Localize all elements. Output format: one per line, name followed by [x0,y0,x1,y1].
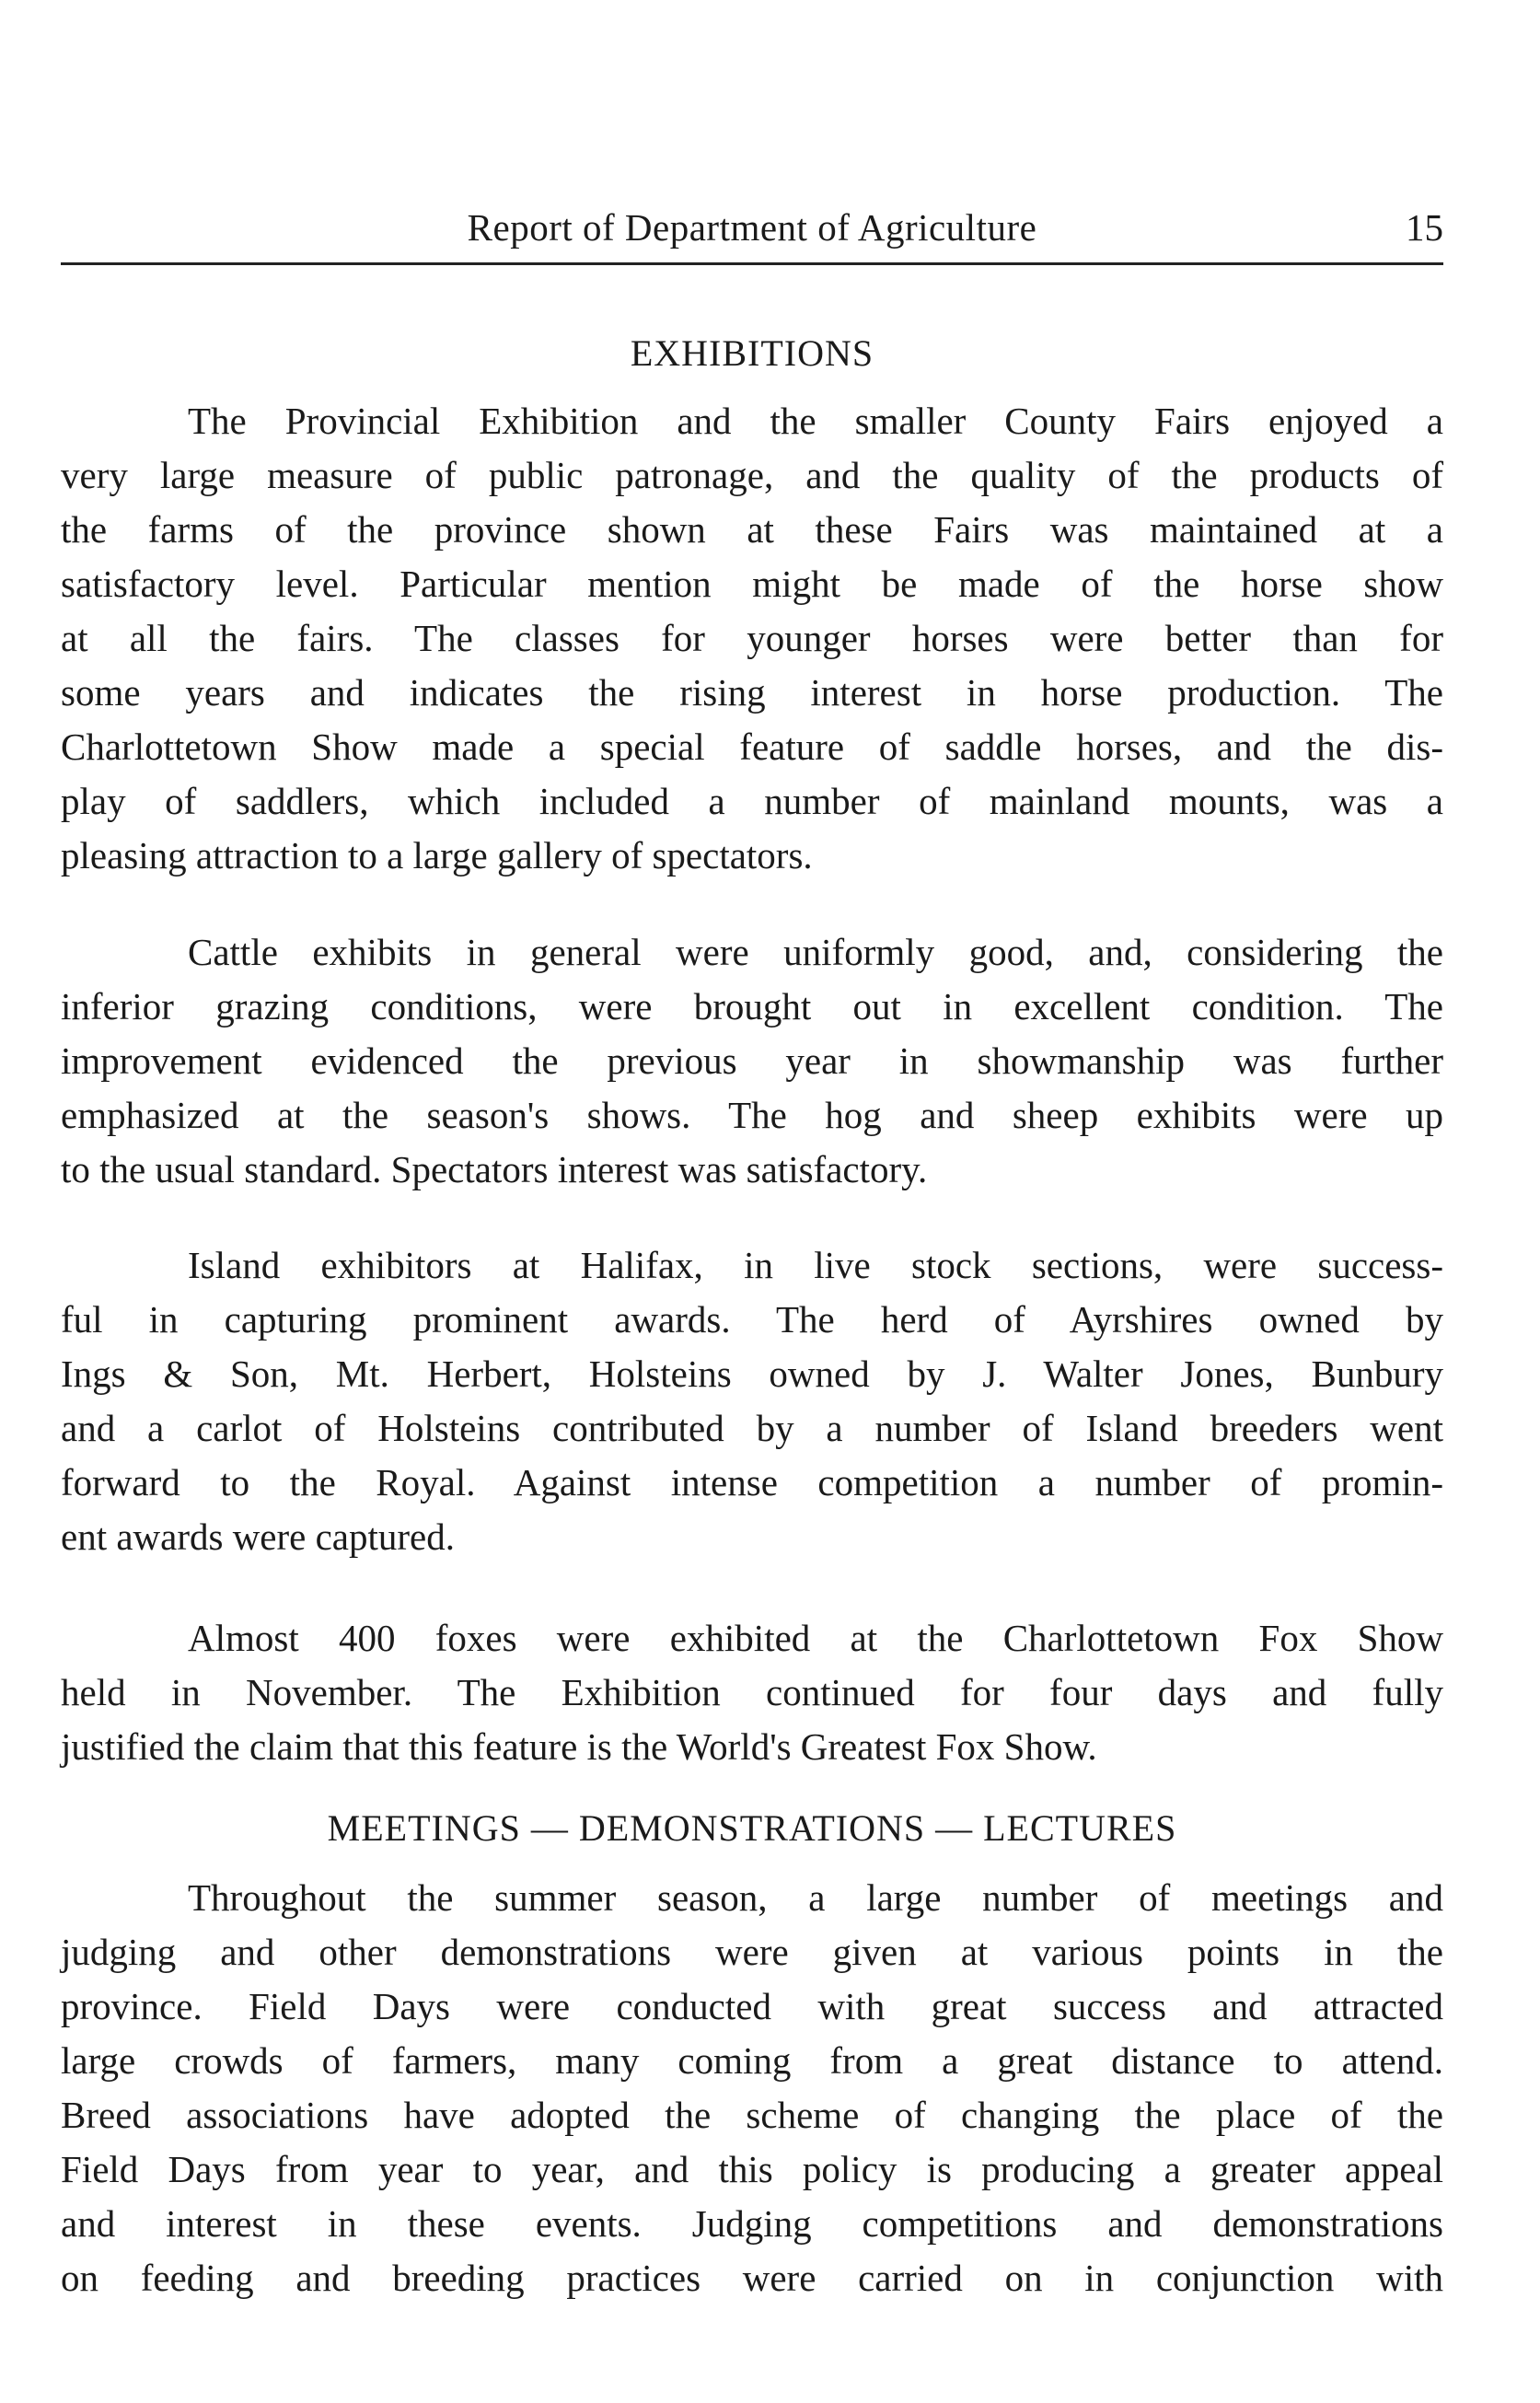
text-line: Ings & Son, Mt. Herbert, Holsteins owned by J. Walter Jones, Bunbury [61,1352,1443,1395]
paragraph-cattle-exhibits [61,925,1443,1197]
text-line: province. Field Days were conducted with great success and attracted [61,1985,1443,2027]
text-line: improvement evidenced the previous year in showmanship was further [61,1039,1443,1082]
running-title: Report of Department of Agriculture [467,206,1037,249]
text-line: large crowds of farmers, many coming from a great distance to attend. [61,2039,1443,2082]
text-line: play of saddlers, which included a number of mainland mounts, was a [61,780,1443,822]
text-line: Charlottetown Show made a special feature of saddle horses, and the dis- [61,726,1443,768]
text-line: Breed associations have adopted the scheme of changing the place of the [61,2094,1443,2136]
page-number: 15 [1406,206,1443,249]
text-line: and a carlot of Holsteins contributed by a number of Island breeders went [61,1407,1443,1449]
text-line: Almost 400 foxes were exhibited at the Charlottetown Fox Show [188,1617,1443,1659]
paragraph-meetings [61,1871,1443,2305]
text-line: to the usual standard. Spectators interest was satisfactory. [61,1148,928,1190]
section-heading-exhibitions: EXHIBITIONS [630,332,874,374]
text-line: ent awards were captured. [61,1515,455,1558]
text-line: Throughout the summer season, a large number of meetings and [188,1876,1443,1919]
text-line: Island exhibitors at Halifax, in live stock sections, were success- [188,1244,1443,1286]
text-line: judging and other demonstrations were given at various points in the [61,1931,1443,1973]
section-heading-meetings: MEETINGS — DEMONSTRATIONS — LECTURES [327,1807,1177,1849]
text-line: justified the claim that this feature is the World's Greatest Fox Show. [61,1725,1097,1768]
text-line: emphasized at the season's shows. The hog and sheep exhibits were up [61,1094,1443,1136]
paragraph-fox-show [61,1611,1443,1774]
text-line: and interest in these events. Judging competitions and demonstrations [61,2202,1443,2245]
text-line: satisfactory level. Particular mention might be made of the horse show [61,563,1443,605]
text-line: pleasing attraction to a large gallery of spectators. [61,834,813,876]
paragraph-exhibitions-intro [61,394,1443,883]
text-line: the farms of the province shown at these Fairs was maintained at a [61,508,1443,551]
text-line: Cattle exhibits in general were uniformly good, and, considering the [188,931,1443,973]
text-line: The Provincial Exhibition and the smaller County Fairs enjoyed a [188,400,1443,442]
text-line: Field Days from year to year, and this policy is producing a greater appeal [61,2148,1443,2190]
text-line: inferior grazing conditions, were brought out in excellent condition. The [61,985,1443,1027]
document-page [61,0,1443,2403]
text-line: ful in capturing prominent awards. The herd of Ayrshires owned by [61,1298,1443,1341]
text-line: at all the fairs. The classes for younger horses were better than for [61,617,1443,659]
text-line: very large measure of public patronage, and the quality of the products of [61,454,1443,496]
running-header [61,198,1443,265]
text-line: held in November. The Exhibition continued for four days and fully [61,1671,1443,1713]
text-line: on feeding and breeding practices were carried on in conjunction with [61,2257,1443,2299]
text-line: forward to the Royal. Against intense competition a number of promin- [61,1461,1443,1503]
text-line: some years and indicates the rising interest in horse production. The [61,671,1443,714]
paragraph-island-exhibitors [61,1238,1443,1564]
